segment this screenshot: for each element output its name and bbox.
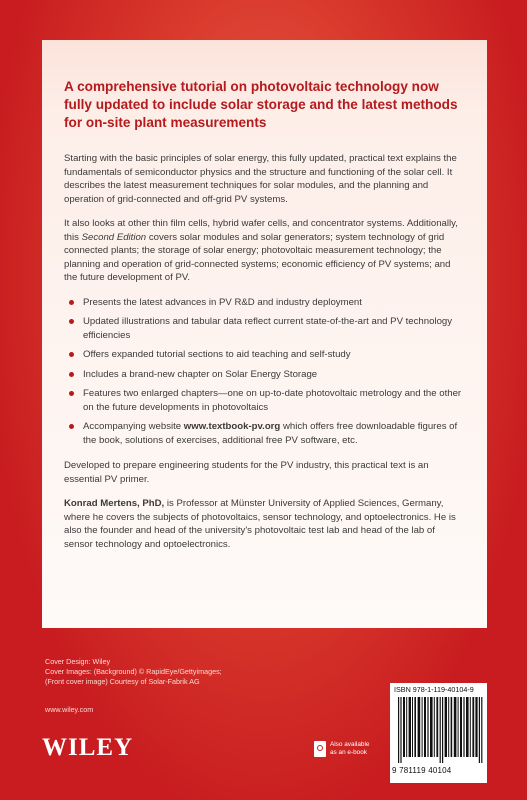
- author-name: Konrad Mertens, PhD,: [64, 498, 165, 509]
- bullet-icon: [69, 372, 74, 377]
- barcode-icon: [398, 697, 484, 763]
- ebook-text: Also available as an e-book: [330, 741, 370, 756]
- publisher-logo: WILEY: [42, 734, 134, 761]
- list-item: Accompanying website www.textbook-pv.org which offers free downloadable figures of the book, solutions of exercises, additional free PV software, etc.: [64, 420, 465, 447]
- cover-credits: Cover Design: Wiley Cover Images: (Background) © RapidEye/Gettyimages; (Front cover image) Courtesy of Solar-Fabrik AG: [45, 657, 222, 686]
- edition-emphasis: Second Edition: [81, 231, 147, 243]
- list-item: Offers expanded tutorial sections to aid teaching and self-study: [64, 348, 465, 362]
- ebook-badge: [314, 741, 376, 765]
- description-paragraph-2: It also looks at other thin film cells, hybrid wafer cells, and concentrator systems. Additionally, this Second Edition covers solar modules and solar generators; system technology of grid connected plants; the storage of solar energy; photovoltaic measurement technology; the planning and operation of grid-connected systems; economic efficiency of PV systems; and the future development of PV.: [64, 218, 458, 283]
- author-bio: Konrad Mertens, PhD, is Professor at Münster University of Applied Sciences, Germany, where he covers the subjects of photovoltaics, sensor technology, and optoelectronics. He is also the founder and head of the university's photovoltaic test lab and head of the lab of sensor technology and optoelectronics.: [64, 498, 456, 550]
- bullet-icon: [69, 352, 74, 357]
- headline: A comprehensive tutorial on photovoltaic technology now fully updated to include solar storage and the latest methods for on-site plant measurements: [64, 79, 458, 130]
- barcode-box: [390, 683, 487, 783]
- summary-paragraph: Developed to prepare engineering students for the PV industry, this practical text is an essential PV primer.: [64, 460, 429, 485]
- barcode-digits: 9 781119 40104: [392, 766, 452, 775]
- bullet-icon: [69, 300, 74, 305]
- bullet-icon: [69, 424, 74, 429]
- blurb-panel: [42, 40, 487, 628]
- list-item: Features two enlarged chapters—one on up-to-date photovoltaic metrology and the other on the future developments in photovoltaics: [64, 387, 465, 414]
- bullet-icon: [69, 319, 74, 324]
- companion-website-link[interactable]: www.textbook-pv.org: [183, 421, 281, 432]
- bullet-icon: [69, 391, 74, 396]
- ebook-icon: [314, 741, 326, 757]
- list-item: Includes a brand-new chapter on Solar Energy Storage: [64, 368, 465, 382]
- feature-list: [64, 296, 465, 448]
- list-item: Presents the latest advances in PV R&D and industry deployment: [64, 296, 465, 310]
- description-paragraph-1: Starting with the basic principles of solar energy, this fully updated, practical text explains the fundamentals of semiconductor physics and the structure and functioning of the solar cell. It describes the latest measurement techniques for solar modules, and the planning and operation of grid-connected and off-grid PV systems.: [64, 153, 457, 205]
- publisher-website[interactable]: www.wiley.com: [45, 705, 94, 714]
- isbn-text: ISBN 978-1-119-40104-9: [394, 685, 474, 694]
- list-item: Updated illustrations and tabular data reflect current state-of-the-art and PV technology efficiencies: [64, 315, 465, 342]
